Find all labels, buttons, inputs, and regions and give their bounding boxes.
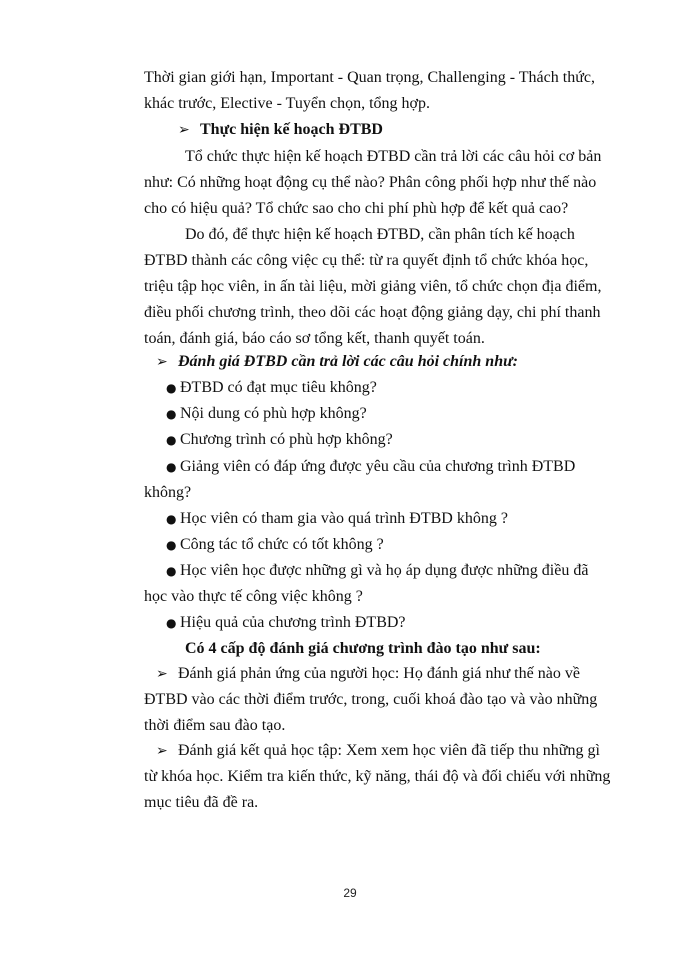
section-heading-implement — [178, 120, 383, 140]
paragraph-line: điều phối chương trình, theo dõi các hoạt động giảng dạy, chi phí thanh — [144, 304, 601, 321]
heading-text: Đánh giá ĐTBD cần trả lời các câu hỏi chính như: — [178, 353, 518, 370]
list-item: ● Học viên học được những gì và họ áp dụng được những điều đã — [166, 562, 589, 579]
paragraph-line: cho có hiệu quả? Tổ chức sao cho chi phí phù hợp để kết quả cao? — [144, 200, 569, 217]
list-item: ● Học viên có tham gia vào quá trình ĐTBD không ? — [166, 510, 508, 527]
paragraph-line: từ khóa học. Kiểm tra kiến thức, kỹ năng, thái độ và đối chiếu với những — [144, 768, 611, 785]
list-item: ● Công tác tổ chức có tốt không ? — [166, 536, 384, 553]
list-item: ● Giảng viên có đáp ứng được yêu cầu của chương trình ĐTBD — [166, 458, 576, 475]
list-item-continuation: học vào thực tế công việc không ? — [144, 588, 363, 605]
bullet-icon: ● — [166, 407, 177, 421]
paragraph-line: Tổ chức thực hiện kế hoạch ĐTBD cần trả lời các câu hỏi cơ bản — [185, 148, 602, 165]
paragraph-line: như: Có những hoạt động cụ thể nào? Phân công phối hợp như thế nào — [144, 174, 597, 191]
arrow-icon: ➢ — [156, 743, 168, 759]
page-number: 29 — [343, 886, 357, 900]
section-heading-evaluate — [156, 352, 518, 372]
list-item: ● Chương trình có phù hợp không? — [166, 431, 393, 448]
heading-text: Thực hiện kế hoạch ĐTBD — [200, 121, 383, 138]
level-item: ➢ Đánh giá kết quả học tập: Xem xem học viên đã tiếp thu những gì — [156, 742, 600, 759]
arrow-icon: ➢ — [178, 122, 190, 138]
bullet-icon: ● — [166, 460, 177, 474]
paragraph-line: ĐTBD thành các công việc cụ thể: từ ra quyết định tổ chức khóa học, — [144, 252, 589, 269]
level-item: ➢ Đánh giá phản ứng của người học: Họ đánh giá như thế nào về — [156, 665, 580, 682]
paragraph-line: triệu tập học viên, in ấn tài liệu, mời giảng viên, tổ chức chọn địa điểm, — [144, 278, 602, 295]
bullet-icon: ● — [166, 538, 177, 552]
paragraph-line: mục tiêu đã đề ra. — [144, 794, 259, 811]
bullet-icon: ● — [166, 616, 177, 630]
list-item-continuation: không? — [144, 484, 192, 501]
paragraph-line: Thời gian giới hạn, Important - Quan trọng, Challenging - Thách thức, — [144, 69, 595, 86]
paragraph-line: toán, đánh giá, báo cáo sơ tổng kết, thanh quyết toán. — [144, 330, 485, 347]
paragraph-line: ĐTBD vào các thời điểm trước, trong, cuối khoá đào tạo và vào những — [144, 691, 598, 708]
bullet-icon: ● — [166, 512, 177, 526]
bullet-icon: ● — [166, 433, 177, 447]
paragraph-line: thời điểm sau đào tạo. — [144, 717, 286, 734]
section-heading-levels: Có 4 cấp độ đánh giá chương trình đào tạo như sau: — [185, 640, 541, 657]
list-item: ● Hiệu quả của chương trình ĐTBD? — [166, 614, 406, 631]
list-item: ● ĐTBD có đạt mục tiêu không? — [166, 379, 377, 396]
bullet-icon: ● — [166, 381, 177, 395]
arrow-icon: ➢ — [156, 666, 168, 682]
paragraph-line: Do đó, để thực hiện kế hoạch ĐTBD, cần phân tích kế hoạch — [185, 226, 575, 243]
list-item: ● Nội dung có phù hợp không? — [166, 405, 367, 422]
paragraph-line: khác trước, Elective - Tuyển chọn, tổng hợp. — [144, 95, 430, 112]
bullet-icon: ● — [166, 564, 177, 578]
arrow-icon: ➢ — [156, 354, 168, 370]
